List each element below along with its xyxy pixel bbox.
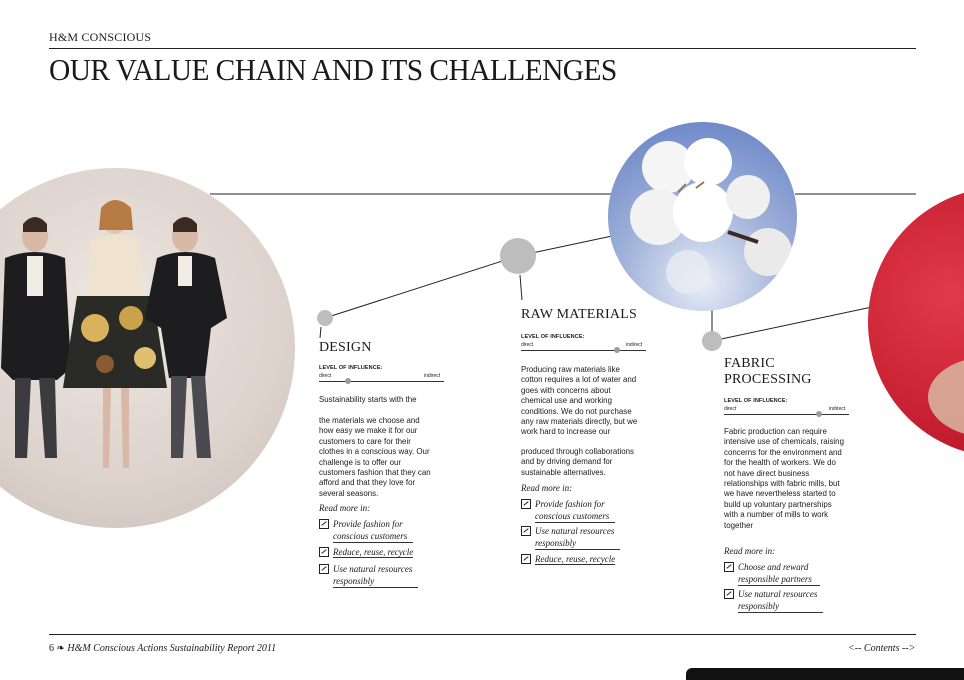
link-arrow-icon (724, 589, 734, 599)
raw-influence-scale (521, 350, 646, 351)
design-indirect: indirect (424, 373, 441, 379)
node-raw-materials (500, 238, 536, 274)
raw-link-reduce[interactable]: Reduce, reuse, recycle (521, 553, 631, 565)
connector-raw-title (520, 275, 522, 300)
viewer-toolbar (686, 668, 964, 680)
design-text-2: the materials we choose and how easy we make it for our customers to care for their clothes in a conscious way. Our challenge is to offer our customers fashion that they can afford and that they love for several seasons. (319, 415, 431, 498)
link-arrow-icon (521, 526, 531, 536)
raw-text-2: produced through collaborations and by driving demand for sustainable alternatives. (521, 446, 634, 477)
raw-read-more: Read more in: (521, 483, 573, 493)
connector-design-title (320, 327, 321, 338)
design-read-more: Read more in: (319, 503, 371, 513)
footer-report-line (49, 643, 276, 654)
ornament-icon: ❧ (56, 643, 65, 654)
fabric-title-line1: FABRIC (724, 356, 775, 371)
design-level-label: LEVEL OF INFLUENCE: (319, 365, 383, 371)
cotton-photo (608, 122, 797, 311)
raw-materials-title: RAW MATERIALS (521, 307, 637, 322)
design-link-natural[interactable]: Use natural resources responsibly (319, 563, 429, 588)
fabric-level-label: LEVEL OF INFLUENCE: (724, 398, 788, 404)
fabric-text-1: Fabric production can require intensive use of chemicals, raising concerns for the environment and for the health of workers. We do not have direct business relationships with fabric mills, but we have nevertheless started to build up voluntary partnerships with a number of mills to work together (724, 426, 844, 530)
raw-indirect: indirect (626, 342, 643, 348)
design-link-fashion[interactable]: Provide fashion for conscious customers (319, 518, 429, 543)
raw-link-natural[interactable]: Use natural resources responsibly (521, 525, 631, 550)
link-arrow-icon (319, 564, 329, 574)
link-arrow-icon (521, 554, 531, 564)
link-arrow-icon (521, 499, 531, 509)
raw-link-fashion[interactable]: Provide fashion for conscious customers (521, 498, 631, 523)
link-arrow-icon (319, 519, 329, 529)
fabric-influence-marker (816, 411, 822, 417)
contents-link[interactable]: <-- Contents --> (848, 643, 916, 654)
raw-text-1: Producing raw materials like cotton requires a lot of water and goes with concerns about chemical use and working conditions. We do not purchase any raw materials directly, but we work hard to increase our (521, 364, 638, 437)
brand-label: H&M CONSCIOUS (49, 30, 152, 44)
design-link-reduce[interactable]: Reduce, reuse, recycle (319, 546, 429, 558)
node-fabric-processing (702, 331, 722, 351)
fabric-indirect: indirect (829, 406, 846, 412)
page-title: OUR VALUE CHAIN AND ITS CHALLENGES (49, 52, 617, 87)
design-influence-scale (319, 381, 444, 382)
design-direct: direct (319, 373, 332, 379)
fabric-read-more: Read more in: (724, 546, 776, 556)
node-design (317, 310, 333, 326)
design-influence-marker (345, 378, 351, 384)
fabric-link-natural[interactable]: Use natural resources responsibly (724, 588, 834, 613)
link-arrow-icon (319, 547, 329, 557)
design-title: DESIGN (319, 340, 372, 355)
fabric-influence-scale (724, 414, 849, 415)
link-arrow-icon (724, 562, 734, 572)
bottom-divider (49, 634, 916, 635)
hand-shape (928, 357, 964, 437)
page-number: 6 (49, 643, 54, 654)
fabric-link-partners[interactable]: Choose and reward responsible partners (724, 561, 834, 586)
design-text-1: Sustainability starts with the (319, 394, 417, 404)
connector-design-raw (325, 256, 518, 318)
raw-influence-marker (614, 347, 620, 353)
fabric-direct: direct (724, 406, 737, 412)
raw-level-label: LEVEL OF INFLUENCE: (521, 334, 585, 340)
fabric-title-line2: PROCESSING (724, 372, 812, 387)
report-title: H&M Conscious Actions Sustainability Report 2011 (67, 643, 277, 654)
raw-direct: direct (521, 342, 534, 348)
connector-fabric-red (712, 307, 872, 341)
